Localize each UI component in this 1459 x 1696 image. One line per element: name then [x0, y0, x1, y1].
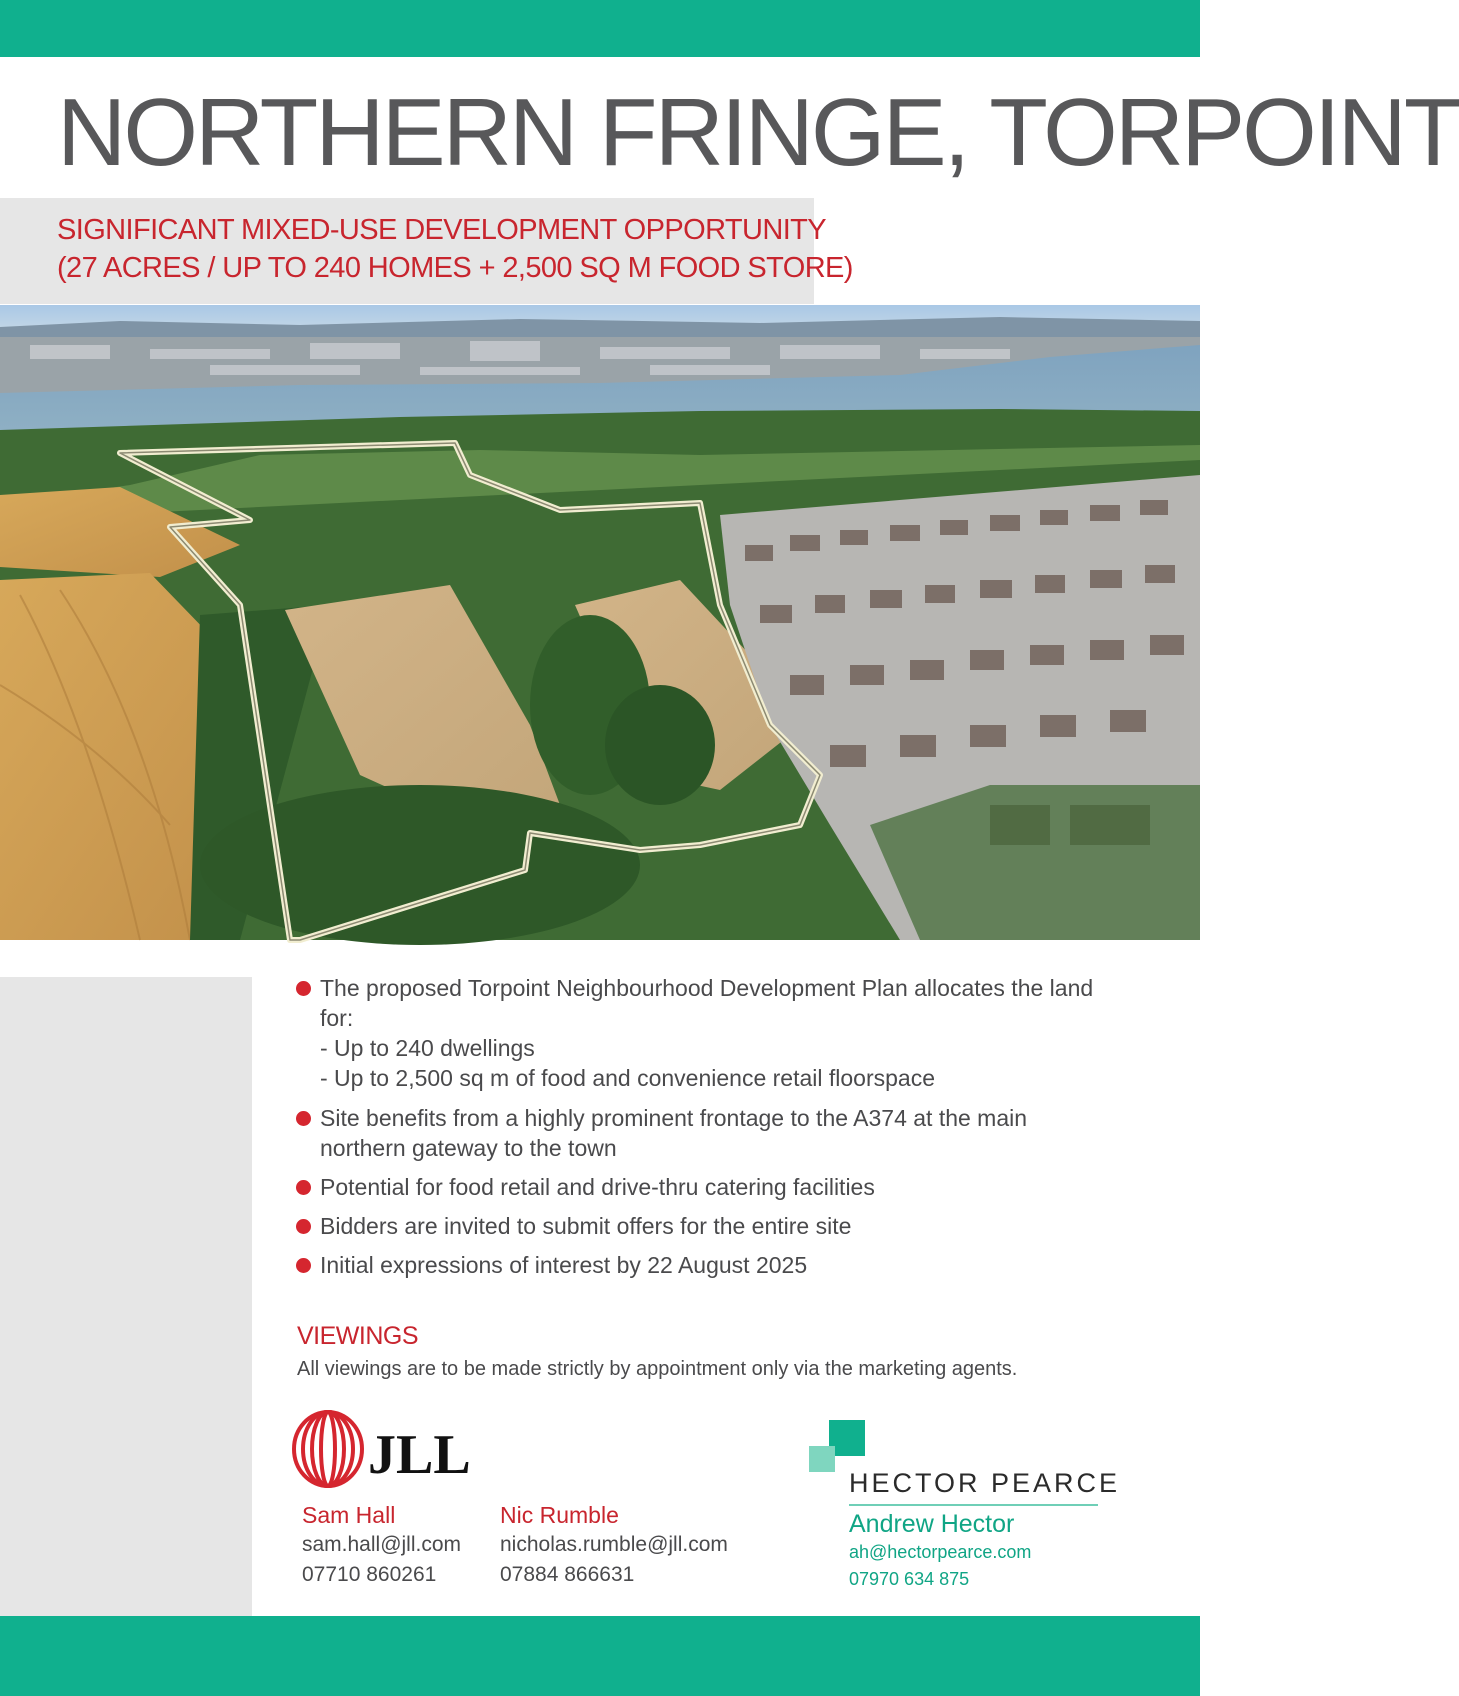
bullet-item [296, 1172, 1176, 1202]
contact-phone[interactable]: 07970 634 875 [849, 1569, 970, 1589]
top-accent-band [0, 0, 1200, 57]
bullet-text: for: [320, 1005, 354, 1031]
contact-email[interactable]: nicholas.rumble@jll.com [500, 1533, 728, 1556]
contact-name: Sam Hall [302, 1502, 396, 1528]
contact-name: Andrew Hector [849, 1510, 1015, 1538]
bullet-item [296, 1103, 1176, 1163]
bullet-dot [296, 981, 311, 996]
page-title: NORTHERN FRINGE, TORPOINT [57, 79, 1459, 186]
bullet-text: northern gateway to the town [320, 1135, 617, 1161]
viewings-text: All viewings are to be made strictly by appointment only via the marketing agents. [297, 1358, 1018, 1380]
jll-logo [292, 1410, 472, 1488]
bullet-dot [296, 1258, 311, 1273]
divider [849, 1504, 1098, 1506]
bullet-text: - Up to 240 dwellings [320, 1035, 535, 1061]
subtitle-line: SIGNIFICANT MIXED-USE DEVELOPMENT OPPORTUNITY [57, 214, 827, 246]
bullet-text: Potential for food retail and drive-thru catering facilities [320, 1174, 875, 1200]
bullet-text: Initial expressions of interest by 22 August 2025 [320, 1252, 808, 1278]
viewings-heading: VIEWINGS [297, 1322, 419, 1350]
bullet-text: Bidders are invited to submit offers for the entire site [320, 1213, 852, 1239]
contact-phone[interactable]: 07884 866631 [500, 1563, 635, 1586]
bullet-dot [296, 1180, 311, 1195]
hector-pearce-wordmark: HECTOR PEARCE [849, 1468, 1121, 1498]
bottom-accent-band [0, 1616, 1200, 1696]
bullet-item [296, 1250, 1176, 1280]
bullet-text: - Up to 2,500 sq m of food and convenience retail floorspace [320, 1065, 935, 1091]
contact-phone[interactable]: 07710 860261 [302, 1563, 437, 1586]
bullet-dot [296, 1219, 311, 1234]
contact-name: Nic Rumble [500, 1502, 619, 1528]
bullet-item [296, 973, 1176, 1093]
bullet-item [296, 1211, 1176, 1241]
jll-logo-text: JLL [368, 1424, 471, 1486]
aerial-site-photo [0, 305, 1200, 940]
side-grey-panel [0, 977, 252, 1616]
contact-email[interactable]: ah@hectorpearce.com [849, 1542, 1032, 1562]
contact-email[interactable]: sam.hall@jll.com [302, 1533, 462, 1556]
bullet-text: Site benefits from a highly prominent frontage to the A374 at the main [320, 1105, 1028, 1131]
bullet-text: The proposed Torpoint Neighbourhood Development Plan allocates the land [320, 975, 1094, 1001]
bullet-dot [296, 1111, 311, 1126]
subtitle-line: (27 ACRES / UP TO 240 HOMES + 2,500 SQ M FOOD STORE) [57, 252, 853, 284]
